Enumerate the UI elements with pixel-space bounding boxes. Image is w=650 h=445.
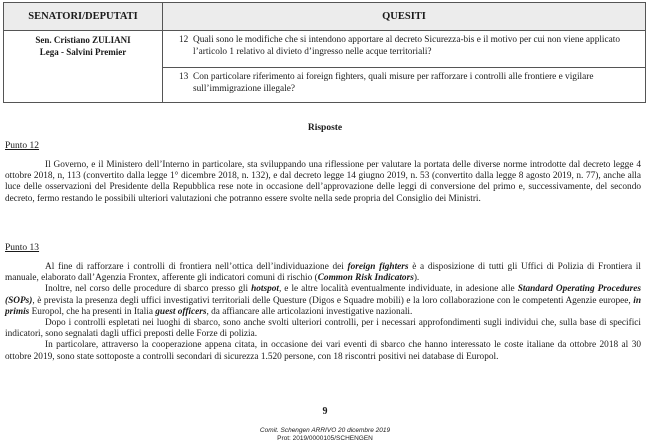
- text-run: ).: [413, 273, 420, 284]
- text-run: Inoltre, nel corso delle procedure di sbarco presso gli: [45, 284, 252, 295]
- text-run: Europol, che ha presenti in Italia: [29, 306, 156, 317]
- paragraph: Dopo i controlli espletati nei luoghi di sbarco, sono anche svolti ulteriori controlli, per i necessari approfondimenti sugli individui che, sulla base di specifici indicatori, sono segnalati dagli uffici preposti delle Forze di polizia.: [5, 318, 641, 340]
- footer-stamp: [0, 427, 650, 442]
- footer-line: Prot: 2019/0000105/SCHENGEN: [277, 434, 373, 442]
- header-quesiti: QUESITI: [163, 3, 646, 31]
- emphasis-in-primis: in primis: [5, 295, 641, 317]
- punto-13-heading: Punto 13: [5, 243, 40, 253]
- punto-12-heading: Punto 12: [5, 141, 40, 151]
- paragraph: In particolare, attraverso la cooperazione appena citata, in occasione dei vari eventi di sbarco che hanno interessato le coste italiane da ottobre 2018 al 30 ottobre 2019, sono state sottoposte a controlli secondari di sicurezza 1.520 persone, con 18 riscontri positivi nei database di Europol.: [5, 340, 641, 362]
- text-run: , da affiancare alle articolazioni investigative nazionali.: [206, 306, 413, 317]
- emphasis-foreign-fighters: foreign fighters: [347, 262, 409, 272]
- question-text: Quali sono le modifiche che si intendono apportare al decreto Sicurezza-bis e il motivo per cui non viene applicato l’articolo 1 relativo al divieto d’ingresso nelle acque territoriali?: [193, 35, 620, 57]
- emphasis-sop: Standard Operating Procedures (SOPs): [5, 284, 642, 306]
- paragraph: Il Governo, e il Ministero dell’Interno in particolare, sta sviluppando una riflessione per valutare la portata delle diverse norme introdotte dal decreto legge 4 ottobre 2018, n, 113 (convertito dalla legge 1° dicembre 2018, n. 132), e dal decreto legge 14 giugno 2019, n. 53 (convertito dalla legge 8 agosto 2019, n. 77), anche alla luce delle osservazioni del Presidente della Repubblica rese note in occasione dell’approvazione delle leggi di conversione del primo e, successivamente, del secondo decreto, fermo restando le possibili ulteriori valutazioni che potranno essere svolte nella sede propria del Consiglio dei Ministri.: [5, 160, 641, 204]
- page-number: 9: [322, 406, 328, 417]
- question-cell: [163, 31, 646, 68]
- emphasis-guest-officers: guest officers: [155, 306, 207, 317]
- answers-heading: Risposte: [307, 123, 343, 133]
- table-header-row: [4, 3, 646, 31]
- punto-12-body: [5, 160, 641, 205]
- punto-13-body: [5, 262, 641, 363]
- table-row: [4, 31, 646, 68]
- text-run: è a disposizione di tutti gli Uffici di Polizia di Frontiera il manuale, elaborato dall’Agenzia Frontex, afferente gli indicatori comuni di rischio (: [5, 262, 641, 284]
- emphasis-hotspot: hotspot: [251, 284, 279, 295]
- paragraph: [5, 262, 641, 284]
- questions-table: [3, 2, 646, 103]
- paragraph: [5, 284, 641, 318]
- header-senatori-deputati: SENATORI/DEPUTATI: [4, 3, 163, 31]
- senator-cell: [4, 31, 163, 103]
- emphasis-common-risk-indicators: Common Risk Indicators: [317, 273, 414, 284]
- text-run: Al fine di rafforzare i controlli di frontiera nell’ottica dell’individuazione dei: [45, 262, 348, 272]
- footer-line: Comit. Schengen ARRIVO 20 dicembre 2019: [259, 427, 391, 434]
- question-number: 12: [179, 35, 189, 45]
- text-run: , e le altre località eventualmente individuate, in adesione alle: [278, 284, 518, 295]
- question-text: Con particolare riferimento ai foreign fighters, quali misure per rafforzare i controlli alle frontiere e vigilare sull’immigrazione illegale?: [193, 72, 594, 94]
- senator-name: Sen. Cristiano ZULIANI: [35, 35, 131, 45]
- senator-party: Lega - Salvini Premier: [39, 46, 127, 57]
- text-run: , è prevista la presenza degli uffici investigativi territoriali delle Questure (Digos e Squadre mobili) e la loro collaborazione con le competenti Agenzie europee,: [32, 295, 634, 306]
- question-number: 13: [179, 72, 189, 82]
- question-cell: [163, 68, 646, 103]
